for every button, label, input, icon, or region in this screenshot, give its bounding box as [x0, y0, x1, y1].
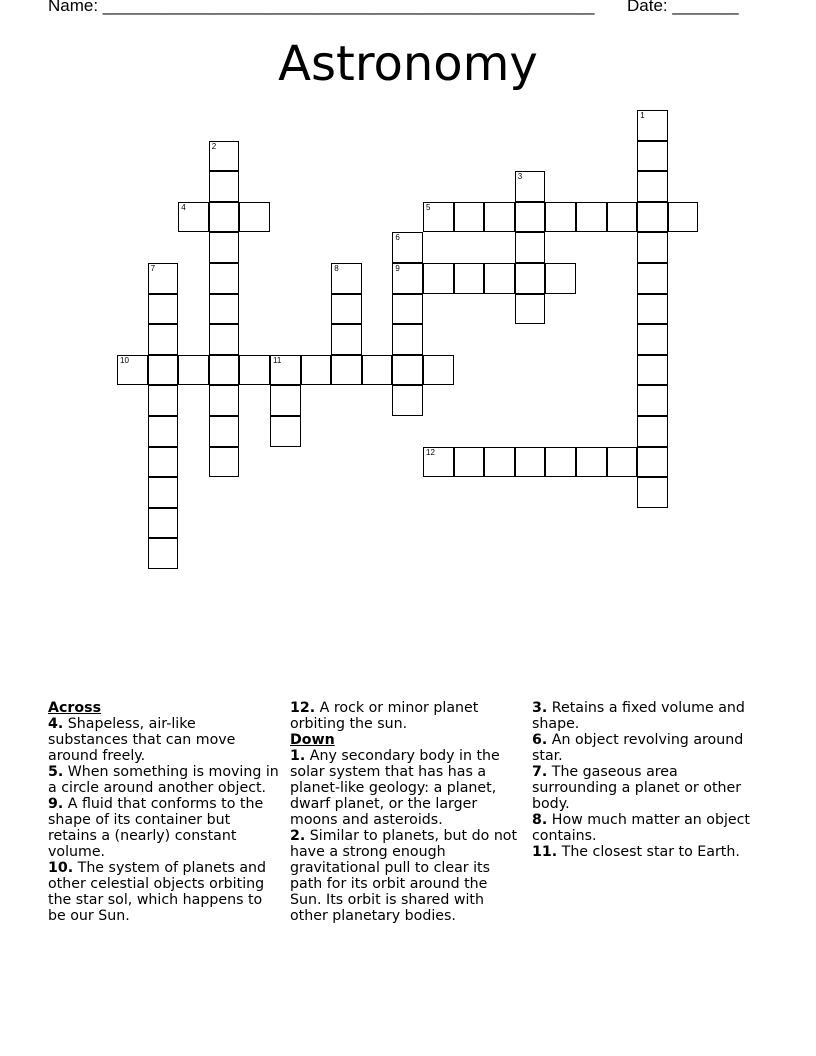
grid-cell[interactable] — [576, 447, 607, 478]
grid-cell[interactable] — [239, 202, 270, 233]
grid-cell[interactable] — [209, 324, 240, 355]
grid-cell[interactable] — [545, 447, 576, 478]
grid-cell[interactable] — [148, 263, 179, 294]
clue-across-12 — [290, 700, 522, 732]
grid-cell[interactable] — [209, 416, 240, 447]
clue-down-11 — [532, 844, 764, 860]
clue-text: The closest star to Earth. — [557, 844, 740, 860]
grid-cell[interactable] — [209, 141, 240, 172]
grid-cell[interactable] — [148, 294, 179, 325]
grid-cell[interactable] — [484, 447, 515, 478]
cell-number: 5 — [426, 202, 431, 212]
grid-cell[interactable] — [148, 477, 179, 508]
clue-column-1 — [48, 700, 280, 924]
grid-cell[interactable] — [117, 355, 148, 386]
grid-cell[interactable] — [178, 355, 209, 386]
grid-cell[interactable] — [515, 294, 546, 325]
cell-number: 9 — [395, 264, 400, 273]
grid-cell[interactable] — [607, 202, 638, 233]
grid-cell[interactable] — [209, 202, 240, 233]
grid-cell[interactable] — [454, 263, 485, 294]
grid-cell[interactable] — [270, 416, 301, 447]
clue-text: A fluid that conforms to the shape of its container but retains a (nearly) constant volume. — [48, 796, 264, 860]
grid-cell[interactable] — [148, 447, 179, 478]
grid-cell[interactable] — [331, 294, 362, 325]
grid-cell[interactable] — [392, 263, 423, 294]
grid-cell[interactable] — [331, 355, 362, 386]
grid-cell[interactable] — [515, 447, 546, 478]
clue-across-10 — [48, 860, 280, 924]
grid-cell[interactable] — [423, 202, 454, 233]
grid-cell[interactable] — [209, 447, 240, 478]
grid-cell[interactable] — [515, 202, 546, 233]
grid-cell[interactable] — [423, 263, 454, 294]
clue-text: How much matter an object contains. — [532, 812, 750, 844]
date-field[interactable]: Date: _______ — [627, 0, 739, 15]
grid-cell[interactable] — [301, 355, 332, 386]
clue-across-5 — [48, 764, 280, 796]
grid-cell[interactable] — [637, 385, 668, 416]
grid-cell[interactable] — [484, 263, 515, 294]
clue-down-7 — [532, 764, 764, 812]
down-heading: Down — [290, 732, 335, 748]
grid-cell[interactable] — [637, 263, 668, 294]
grid-cell[interactable] — [545, 202, 576, 233]
grid-cell[interactable] — [637, 355, 668, 386]
clue-across-9 — [48, 796, 280, 860]
grid-cell[interactable] — [637, 110, 668, 141]
grid-cell[interactable] — [331, 263, 362, 294]
grid-cell[interactable] — [423, 355, 454, 386]
grid-cell[interactable] — [454, 202, 485, 233]
grid-cell[interactable] — [515, 171, 546, 202]
clue-number: 8. — [532, 812, 548, 828]
clue-down-2 — [290, 828, 522, 924]
grid-cell[interactable] — [209, 232, 240, 263]
clue-text: An object revolving around star. — [532, 732, 744, 764]
clue-number: 2. — [290, 828, 306, 844]
clue-number: 3. — [532, 700, 548, 716]
grid-cell[interactable] — [362, 355, 393, 386]
clue-text: Shapeless, air-like substances that can move around freely. — [48, 716, 236, 764]
grid-cell[interactable] — [392, 232, 423, 263]
grid-cell[interactable] — [148, 538, 179, 569]
clue-number: 5. — [48, 764, 64, 780]
grid-cell[interactable] — [515, 263, 546, 294]
grid-cell[interactable] — [331, 324, 362, 355]
grid-cell[interactable] — [637, 447, 668, 478]
cell-number: 7 — [150, 264, 156, 273]
grid-cell[interactable] — [270, 385, 301, 416]
clue-down-3 — [532, 700, 764, 732]
grid-cell[interactable] — [423, 447, 454, 478]
cell-number: 1 — [640, 111, 645, 120]
grid-cell[interactable] — [148, 385, 179, 416]
cell-number: 6 — [395, 233, 400, 243]
clue-text: A rock or minor planet orbiting the sun. — [290, 700, 479, 732]
across-heading: Across — [48, 700, 102, 716]
grid-cell[interactable] — [209, 294, 240, 325]
grid-cell[interactable] — [484, 202, 515, 233]
grid-cell[interactable] — [148, 355, 179, 386]
grid-cell[interactable] — [392, 294, 423, 325]
clue-number: 9. — [48, 796, 64, 812]
clue-down-6 — [532, 732, 764, 764]
clue-number: 10. — [48, 860, 74, 876]
clue-text: When something is moving in a circle around another object. — [48, 764, 279, 796]
clue-text: Any secondary body in the solar system that has has a planet-like geology: a planet, dwarf planet, or the larger moons and asteroids. — [290, 748, 500, 828]
grid-cell[interactable] — [607, 447, 638, 478]
grid-cell[interactable] — [637, 477, 668, 508]
grid-cell[interactable] — [392, 355, 423, 386]
clue-across-4 — [48, 716, 280, 764]
cell-number: 12 — [426, 447, 435, 457]
grid-cell[interactable] — [209, 171, 240, 202]
cell-number: 10 — [120, 355, 129, 365]
grid-cell[interactable] — [392, 324, 423, 355]
grid-cell[interactable] — [209, 385, 240, 416]
clue-number: 11. — [532, 844, 558, 860]
clue-down-8 — [532, 812, 764, 844]
clue-number: 1. — [290, 748, 306, 764]
name-field[interactable]: Name: ____________________________________________________ — [48, 0, 595, 15]
clue-down-1 — [290, 748, 522, 828]
grid-cell[interactable] — [148, 324, 179, 355]
clue-text: Similar to planets, but do not have a strong enough gravitational pull to clear its path for its orbit around the Sun. Its orbit is shared with other planetary bodies. — [290, 828, 518, 924]
grid-cell[interactable] — [637, 232, 668, 263]
cell-number: 3 — [517, 172, 523, 182]
grid-cell[interactable] — [576, 202, 607, 233]
cell-number: 2 — [211, 141, 217, 151]
clue-number: 7. — [532, 764, 548, 780]
grid-cell[interactable] — [178, 202, 209, 233]
grid-cell[interactable] — [637, 324, 668, 355]
cell-number: 4 — [181, 202, 186, 212]
clue-number: 6. — [532, 732, 548, 748]
cell-number: 8 — [334, 264, 339, 273]
clue-column-2 — [290, 700, 522, 924]
grid-cell[interactable] — [148, 416, 179, 447]
cell-number: 11 — [273, 355, 282, 365]
grid-cell[interactable] — [668, 202, 699, 233]
clue-number: 4. — [48, 716, 64, 732]
grid-cell[interactable] — [270, 355, 301, 386]
grid-cell[interactable] — [637, 294, 668, 325]
grid-cell[interactable] — [637, 416, 668, 447]
grid-cell[interactable] — [392, 385, 423, 416]
clue-column-3 — [532, 700, 764, 860]
clue-text: The system of planets and other celestial objects orbiting the star sol, which happens to be our Sun. — [48, 860, 267, 924]
clue-number: 12. — [290, 700, 316, 716]
clue-text: The gaseous area surrounding a planet or other body. — [532, 764, 742, 812]
grid-cell[interactable] — [637, 141, 668, 172]
grid-cell[interactable] — [454, 447, 485, 478]
grid-cell[interactable] — [515, 232, 546, 263]
grid-cell[interactable] — [637, 202, 668, 233]
grid-cell[interactable] — [545, 263, 576, 294]
grid-cell[interactable] — [637, 171, 668, 202]
grid-cell[interactable] — [148, 508, 179, 539]
clue-text: Retains a fixed volume and shape. — [532, 700, 745, 732]
page-title: Astronomy — [278, 36, 538, 92]
grid-cell[interactable] — [209, 355, 240, 386]
grid-cell[interactable] — [209, 263, 240, 294]
grid-cell[interactable] — [239, 355, 270, 386]
